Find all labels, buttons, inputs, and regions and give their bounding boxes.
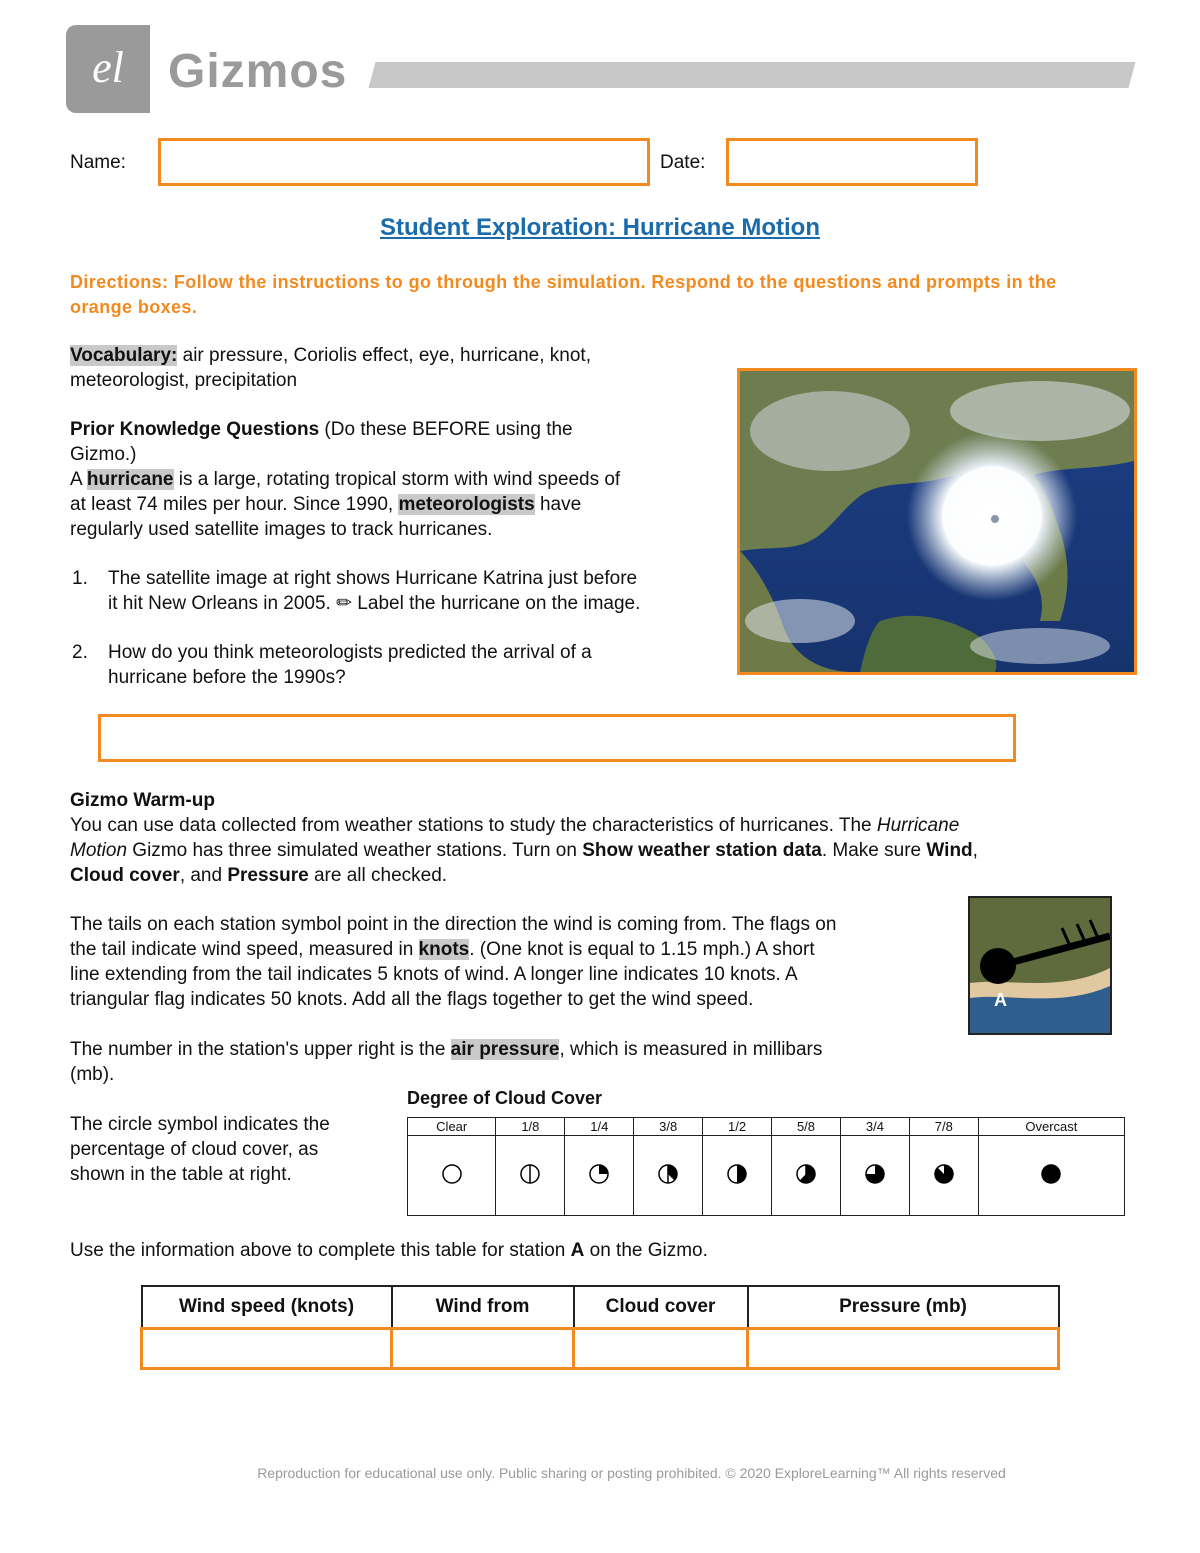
- warmup-text: Wind: [926, 840, 973, 861]
- page-title: Student Exploration: Hurricane Motion: [379, 214, 820, 241]
- use-info-instruction: [70, 1238, 1070, 1263]
- cloud-cover-header-cell: 5/8: [772, 1118, 841, 1136]
- prior-text: regularly used satellite images to track hurricanes.: [70, 519, 493, 540]
- cloud-cover-symbol-icon: [440, 1162, 464, 1186]
- cloud-cover-header-cell: 3/8: [634, 1118, 703, 1136]
- question-number: 1.: [72, 568, 88, 589]
- warmup-text: Pressure: [227, 865, 309, 886]
- cloud-cover-symbol-cell: [496, 1136, 565, 1216]
- prior-text: is a large, rotating tropical storm with wind speeds of: [173, 469, 621, 490]
- warmup-text: . (One knot is equal to 1.15 mph.) A short: [469, 939, 815, 960]
- station-symbol-image: [968, 896, 1112, 1035]
- data-table-input-row: [142, 1328, 1059, 1368]
- warmup-text: percentage of cloud cover, as: [70, 1139, 319, 1160]
- vocabulary-label: Vocabulary:: [70, 345, 178, 366]
- satellite-image-katrina[interactable]: [737, 368, 1137, 675]
- cloud-cover-circle: [1042, 1165, 1060, 1183]
- cloud-cover-circle: [443, 1165, 461, 1183]
- warmup-text: the tail indicate wind speed, measured in: [70, 939, 419, 960]
- question-line: hurricane before the 1990s?: [108, 667, 346, 688]
- cloud-cover-mark: [737, 1165, 746, 1183]
- cloud-cover-table: [407, 1117, 1125, 1216]
- header-pressure: Pressure (mb): [748, 1286, 1059, 1328]
- term-meteorologists: meteorologists: [398, 494, 535, 515]
- warmup-text: The tails on each station symbol point in the direction the wind is coming from. The flags on: [70, 914, 837, 935]
- warmup-text: shown in the table at right.: [70, 1164, 292, 1185]
- warmup-text: The number in the station's upper right is the: [70, 1039, 451, 1060]
- prior-text: have: [534, 494, 582, 515]
- vocabulary-terms-2: meteorologist, precipitation: [70, 370, 298, 391]
- cloud-cover-header-cell: Clear: [408, 1118, 496, 1136]
- header-bar: [369, 62, 1136, 88]
- warmup-heading: Gizmo Warm-up: [70, 790, 215, 811]
- prior-text: at least 74 miles per hour. Since 1990,: [70, 494, 399, 515]
- header-wind-speed: Wind speed (knots): [142, 1286, 392, 1328]
- cloud-cover-header-cell: 7/8: [909, 1118, 978, 1136]
- name-field[interactable]: [158, 138, 650, 186]
- wind-from-input[interactable]: [392, 1328, 574, 1368]
- question-line: How do you think meteorologists predicted the arrival of a: [108, 642, 592, 663]
- question-2: [72, 640, 732, 692]
- warmup-text: line extending from the tail indicates 5 knots of wind. A longer line indicates 10 knots. A: [70, 964, 798, 985]
- date-field[interactable]: [726, 138, 978, 186]
- cloud-cover-symbol-icon: [1039, 1162, 1063, 1186]
- cloud-cover-header-cell: 3/4: [840, 1118, 909, 1136]
- term-hurricane: hurricane: [86, 469, 174, 490]
- question-line: it hit New Orleans in 2005. ✏ Label the hurricane on the image.: [108, 593, 641, 614]
- cloud-cover-mark: [599, 1165, 608, 1174]
- cloud-cover-header-cell: 1/2: [703, 1118, 772, 1136]
- cloud-cover-symbol-icon: [794, 1162, 818, 1186]
- prior-heading: Prior Knowledge Questions: [70, 419, 320, 440]
- hurricane-eye: [991, 515, 999, 523]
- cloud-cover-symbol-cell: [408, 1136, 496, 1216]
- cloud-cover-symbol-icon: [656, 1162, 680, 1186]
- cloud-cover-symbol-icon: [863, 1162, 887, 1186]
- warmup-text: Show weather station data: [582, 840, 822, 861]
- warmup-text: triangular flag indicates 50 knots. Add all the flags together to get the wind speed.: [70, 989, 754, 1010]
- prior-heading-note: (Do these BEFORE using the: [319, 419, 573, 440]
- cloud-cover-explanation: [70, 1112, 390, 1187]
- cloud-cover-symbol-icon: [587, 1162, 611, 1186]
- cloud-cover-symbol-cell: [703, 1136, 772, 1216]
- term-air-pressure: air pressure: [450, 1039, 560, 1060]
- warmup-text: , and: [179, 865, 228, 886]
- prior-knowledge: [70, 417, 730, 542]
- question-1: [72, 566, 732, 618]
- cloud-cover-symbol-cell: [772, 1136, 841, 1216]
- air-pressure-explanation: [70, 1037, 960, 1087]
- warmup-text: Cloud cover: [70, 865, 180, 886]
- question-text: [108, 640, 592, 690]
- warmup-text: on the Gizmo.: [584, 1240, 708, 1261]
- header-cloud-cover: Cloud cover: [574, 1286, 748, 1328]
- cloud-cover-symbol-cell: [634, 1136, 703, 1216]
- warmup-intro: [70, 788, 1140, 888]
- cloud-cover-header-cell: 1/4: [565, 1118, 634, 1136]
- warmup-text: (mb).: [70, 1064, 115, 1085]
- date-label: Date:: [660, 152, 706, 173]
- warmup-text: You can use data collected from weather stations to study the characteristics of hurricanes. The: [70, 815, 877, 836]
- question-line: The satellite image at right shows Hurricane Katrina just before: [108, 568, 638, 589]
- station-label: A: [994, 990, 1007, 1010]
- warmup-text: . Make sure: [821, 840, 927, 861]
- pressure-input[interactable]: [748, 1328, 1059, 1368]
- warmup-text: Use the information above to complete this table for station: [70, 1240, 571, 1261]
- cloud-cover-symbol-cell: [978, 1136, 1124, 1216]
- header-wind-from: Wind from: [392, 1286, 574, 1328]
- question-text: [108, 566, 640, 616]
- warmup-text: A: [570, 1240, 585, 1261]
- cloud-cover-input[interactable]: [574, 1328, 748, 1368]
- term-knots: knots: [418, 939, 470, 960]
- station-graphic: [970, 898, 1110, 1033]
- cloud-cover-symbol-row: [408, 1136, 1125, 1216]
- question-number: 2.: [72, 642, 88, 663]
- cloud-cover-symbol-cell: [909, 1136, 978, 1216]
- cloud-cover-header-row: [408, 1118, 1125, 1136]
- warmup-text: Hurricane: [876, 815, 960, 836]
- name-label: Name:: [70, 152, 126, 173]
- logo-wordmark: Gizmos: [168, 45, 348, 98]
- cloud-cover-header-cell: Overcast: [978, 1118, 1124, 1136]
- satellite-graphic: [740, 371, 1134, 672]
- station-symbol-explanation: [70, 912, 960, 1012]
- logo-glyph: el: [92, 43, 124, 92]
- warmup-text: are all checked.: [308, 865, 448, 886]
- cloud-cover-symbol-cell: [565, 1136, 634, 1216]
- warmup-text: The circle symbol indicates the: [70, 1114, 330, 1135]
- data-table-header-row: [142, 1286, 1059, 1328]
- vocabulary-terms: air pressure, Coriolis effect, eye, hurricane, knot,: [177, 345, 591, 366]
- cloud-cover-symbol-icon: [932, 1162, 956, 1186]
- cloud-cover-title: Degree of Cloud Cover: [407, 1088, 603, 1108]
- prior-heading-note-2: Gizmo.): [70, 444, 137, 465]
- warmup-text: , which is measured in millibars: [559, 1039, 823, 1060]
- answer-box-2[interactable]: [98, 714, 1016, 762]
- cloud-cover-symbol-icon: [725, 1162, 749, 1186]
- directions: Directions: Follow the instructions to go through the simulation. Respond to the questions and prompts in the orange boxes.: [70, 272, 1057, 317]
- prior-text: A: [70, 469, 87, 490]
- vocabulary: [70, 343, 710, 393]
- wind-speed-input[interactable]: [142, 1328, 392, 1368]
- cloud-cover-symbol-cell: [840, 1136, 909, 1216]
- cloud-cover-symbol-icon: [518, 1162, 542, 1186]
- station-a-data-table: [140, 1285, 1060, 1370]
- warmup-text: Motion: [70, 840, 128, 861]
- cloud-cover-header-cell: 1/8: [496, 1118, 565, 1136]
- footer-copyright: Reproduction for educational use only. Public sharing or posting prohibited. © 2020 ExploreLearning™ All rights reserved: [257, 1465, 1006, 1481]
- warmup-text: Gizmo has three simulated weather stations. Turn on: [127, 840, 583, 861]
- warmup-text: ,: [972, 840, 978, 861]
